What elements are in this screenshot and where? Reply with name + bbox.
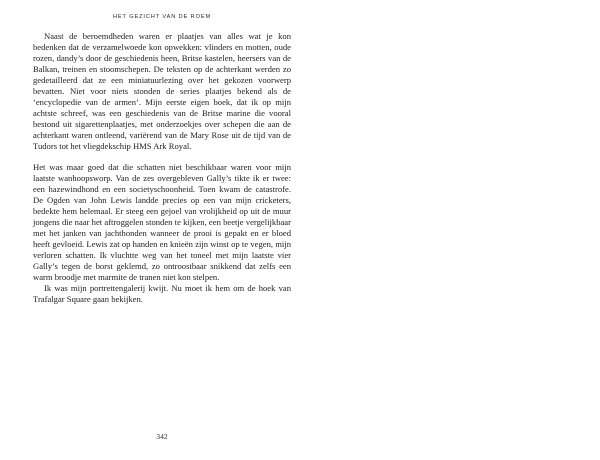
page-number: 342 (156, 432, 168, 441)
body-text (33, 31, 291, 305)
paragraph-1: Naast de beroemdheden waren er plaatjes van alles wat je kon bedenken dat de verzamelwoede kon opwekken: vlinders en motten, oude rozen, dandy’s door de geschiedenis heen, Britse kastelen, heersers van de Balkan, treinen en stoomschepen. De teksten op de achterkant werden zo gedetailleerd dat ze een miniatuurlezing over het gekozen voorwerp bevatten. Niet voor niets stonden de series plaatjes bekend als de ‘encyclopedie van de armen’. Mijn eerste eigen boek, dat ik op mijn achtste schreef, was een geschiedenis van de Britse marine die vooral bestond uit sigarettenplaatjes, met onderzoekjes over schepen die aan de achterkant waren ontleend, variërend van de Mary Rose uit de tijd van de Tudors tot het vliegdekschip HMS Ark Royal. (33, 31, 291, 151)
running-head: HET GEZICHT VAN DE ROEM (112, 14, 212, 20)
paragraph-3: Ik was mijn portrettengalerij kwijt. Nu moet ik hem om de hoek van Trafalgar Square gaan bekijken. (33, 282, 291, 304)
paragraph-2: Het was maar goed dat die schatten niet beschikbaar waren voor mijn laatste wanhoopsworp. Van de zes overgebleven Gally’s tikte ik er twee: een hazewindhond en een societyschoonheid. Toen kwam de catastrofe. De Ogden van John Lewis landde precies op een van mijn cricketers, bedekte hem helemaal. Er steeg een gejoel van vrolijkheid op uit de muur jongens die naar het aftroggelen stonden te kijken, een beetje vergelijkbaar met het janken van jachthonden wanneer de prooi is gepakt en er bloed heeft gevloeid. Lewis zat op handen en knieën zijn winst op te vegen, mijn verloren schatten. Ik vluchtte weg van het toneel met mijn laatste vier Gally’s tegen de borst geklemd, zo ontroostbaar snikkend dat zelfs een warm broodje met marmite de tranen niet kon stelpen. (33, 162, 291, 282)
